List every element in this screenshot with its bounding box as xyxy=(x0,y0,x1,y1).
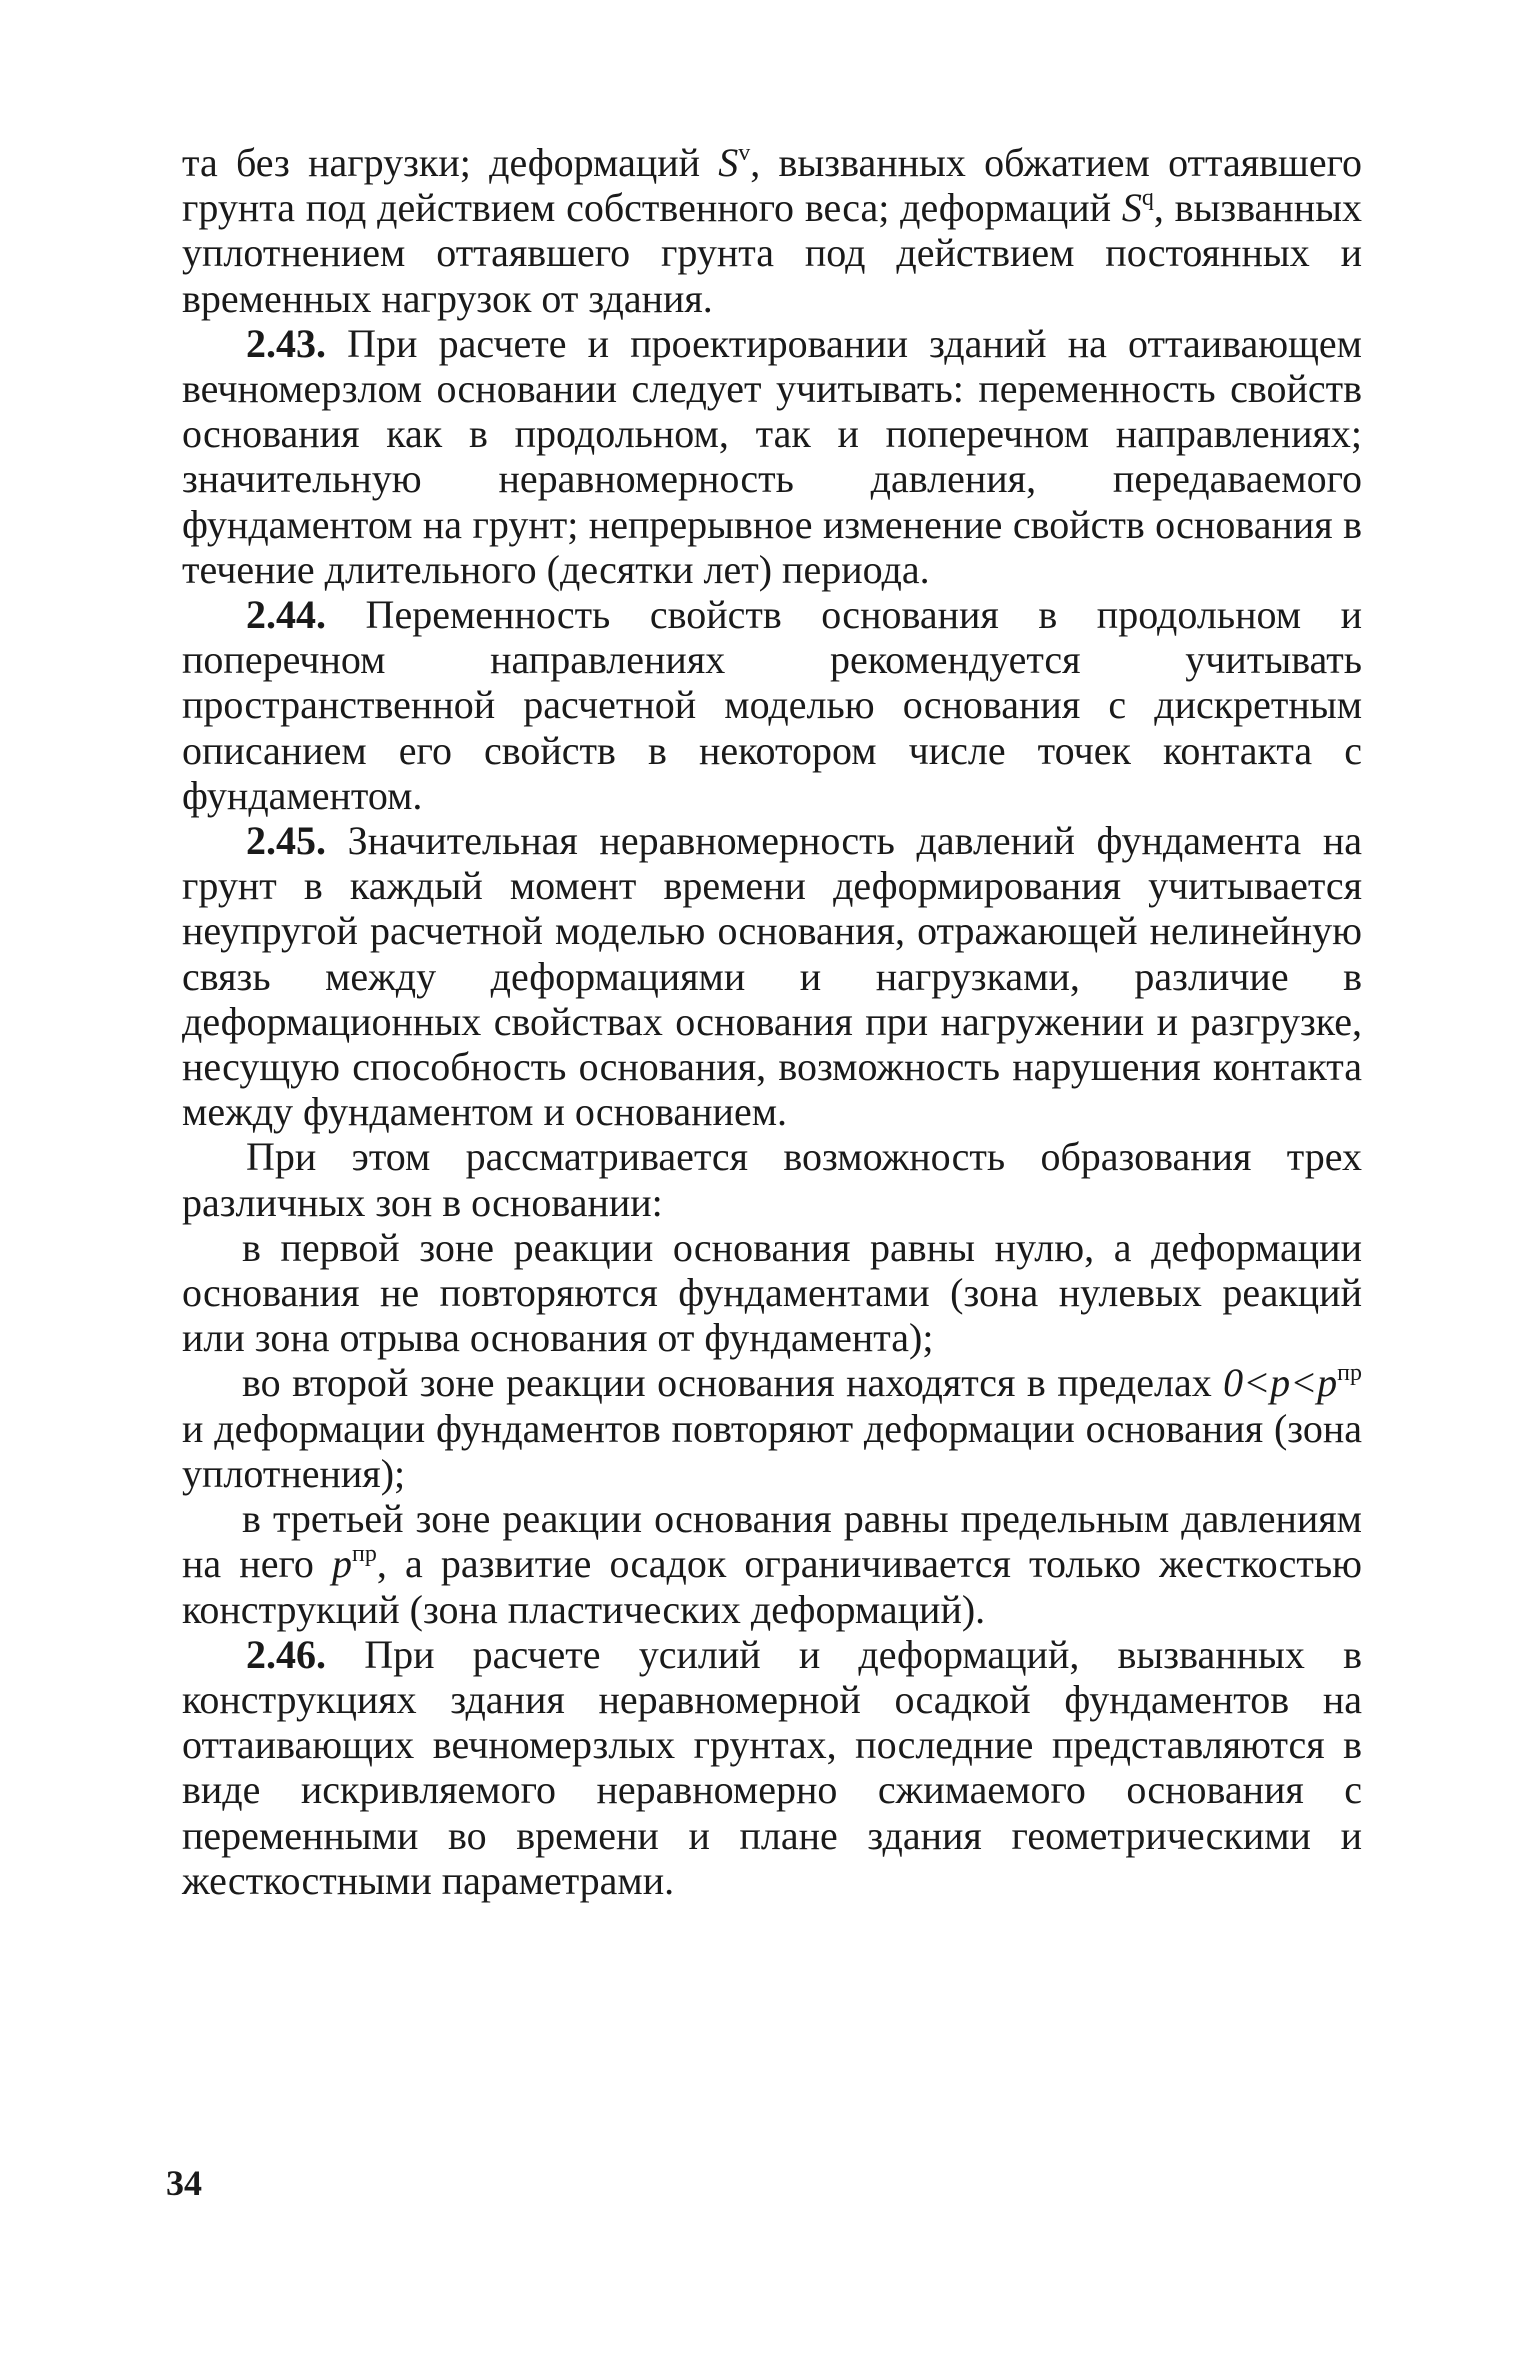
paragraph-zones-intro: При этом рассматривается возможность образования трех различных зон в основании: xyxy=(182,1134,1362,1225)
page-body xyxy=(182,140,1362,1903)
text-run: и деформации фундаментов повторяют деформации основания (зона уплотнения); xyxy=(182,1405,1362,1496)
page-number: 34 xyxy=(166,2163,202,2203)
section-number: 2.45. xyxy=(246,818,326,864)
text-run: во второй зоне реакции основания находятся в пределах xyxy=(242,1360,1224,1406)
paragraph-2-43 xyxy=(182,321,1362,592)
section-number: 2.43. xyxy=(246,320,326,366)
superscript-pr: пр xyxy=(1337,1360,1362,1387)
superscript-pr: пр xyxy=(352,1541,377,1568)
section-number: 2.46. xyxy=(246,1631,326,1677)
paragraph-2-46 xyxy=(182,1632,1362,1903)
paragraph-2-45 xyxy=(182,818,1362,1134)
text-run: , вызванных обжатием оттаявшего грунта под действием собственного веса; деформаций xyxy=(182,140,1362,231)
superscript-v: v xyxy=(738,140,751,166)
superscript-q: q xyxy=(1141,185,1154,212)
paragraph-text: Значительная неравномерность давлений фундамента на грунт в каждый момент времени деформирования учитывается неупругой расчетной моделью основания, отражающей нелинейную связь между деформациями и нагрузками, различие в деформационных свойствах основания при нагружении и разгрузке, несущую способность основания, возможность нарушения контакта между фундаментом и основанием. xyxy=(182,818,1362,1135)
text-run: та без нагрузки; деформаций xyxy=(182,140,719,185)
paragraph-continuation xyxy=(182,140,1362,321)
formula-inequality: 0<p<p xyxy=(1223,1360,1338,1406)
list-item-zone-1: в первой зоне реакции основания равны нулю, а деформации основания не повторяются фундаментами (зона нулевых реакций или зона отрыва основания от фундамента); xyxy=(182,1224,1362,1361)
paragraph-text: Переменность свойств основания в продольном и поперечном направлениях рекомендуется учитывать пространственной расчетной моделью основания с дискретным описанием его свойств в некотором числе точек контакта с фундаментом. xyxy=(182,592,1362,818)
text-run: в третьей зоне реакции основания равны предельным давлениям на него xyxy=(182,1496,1362,1587)
paragraph-2-44 xyxy=(182,592,1362,818)
text-run: , а развитие осадок ограничивается только жесткостью конструкций (зона пластических деформаций). xyxy=(182,1541,1363,1632)
list-item-zone-2 xyxy=(182,1360,1362,1496)
paragraph-text: При расчете и проектировании зданий на оттаивающем вечномерзлом основании следует учитывать: переменность свойств основания как в продольном, так и поперечном направлениях; значительную неравномерность давления, передаваемого фундаментом на грунт; непрерывное изменение свойств основания в течение длительного (десятки лет) периода. xyxy=(182,320,1362,592)
symbol-s-q: S xyxy=(1121,185,1142,231)
paragraph-text: При расчете усилий и деформаций, вызванных в конструкциях здания неравномерной осадкой фундаментов на оттаивающих вечномерзлых грунтах, последние представляются в виде искривляемого неравномерно сжимаемого основания с переменными во времени и плане здания геометрическими и жесткостными параметрами. xyxy=(182,1631,1362,1903)
symbol-p: p xyxy=(332,1541,352,1587)
text-run: , вызванных уплотнением оттаявшего грунта под действием постоянных и временных нагрузок от здания. xyxy=(182,185,1362,321)
symbol-s-v: S xyxy=(718,140,739,185)
section-number: 2.44. xyxy=(246,592,326,638)
list-item-zone-3 xyxy=(182,1496,1362,1632)
